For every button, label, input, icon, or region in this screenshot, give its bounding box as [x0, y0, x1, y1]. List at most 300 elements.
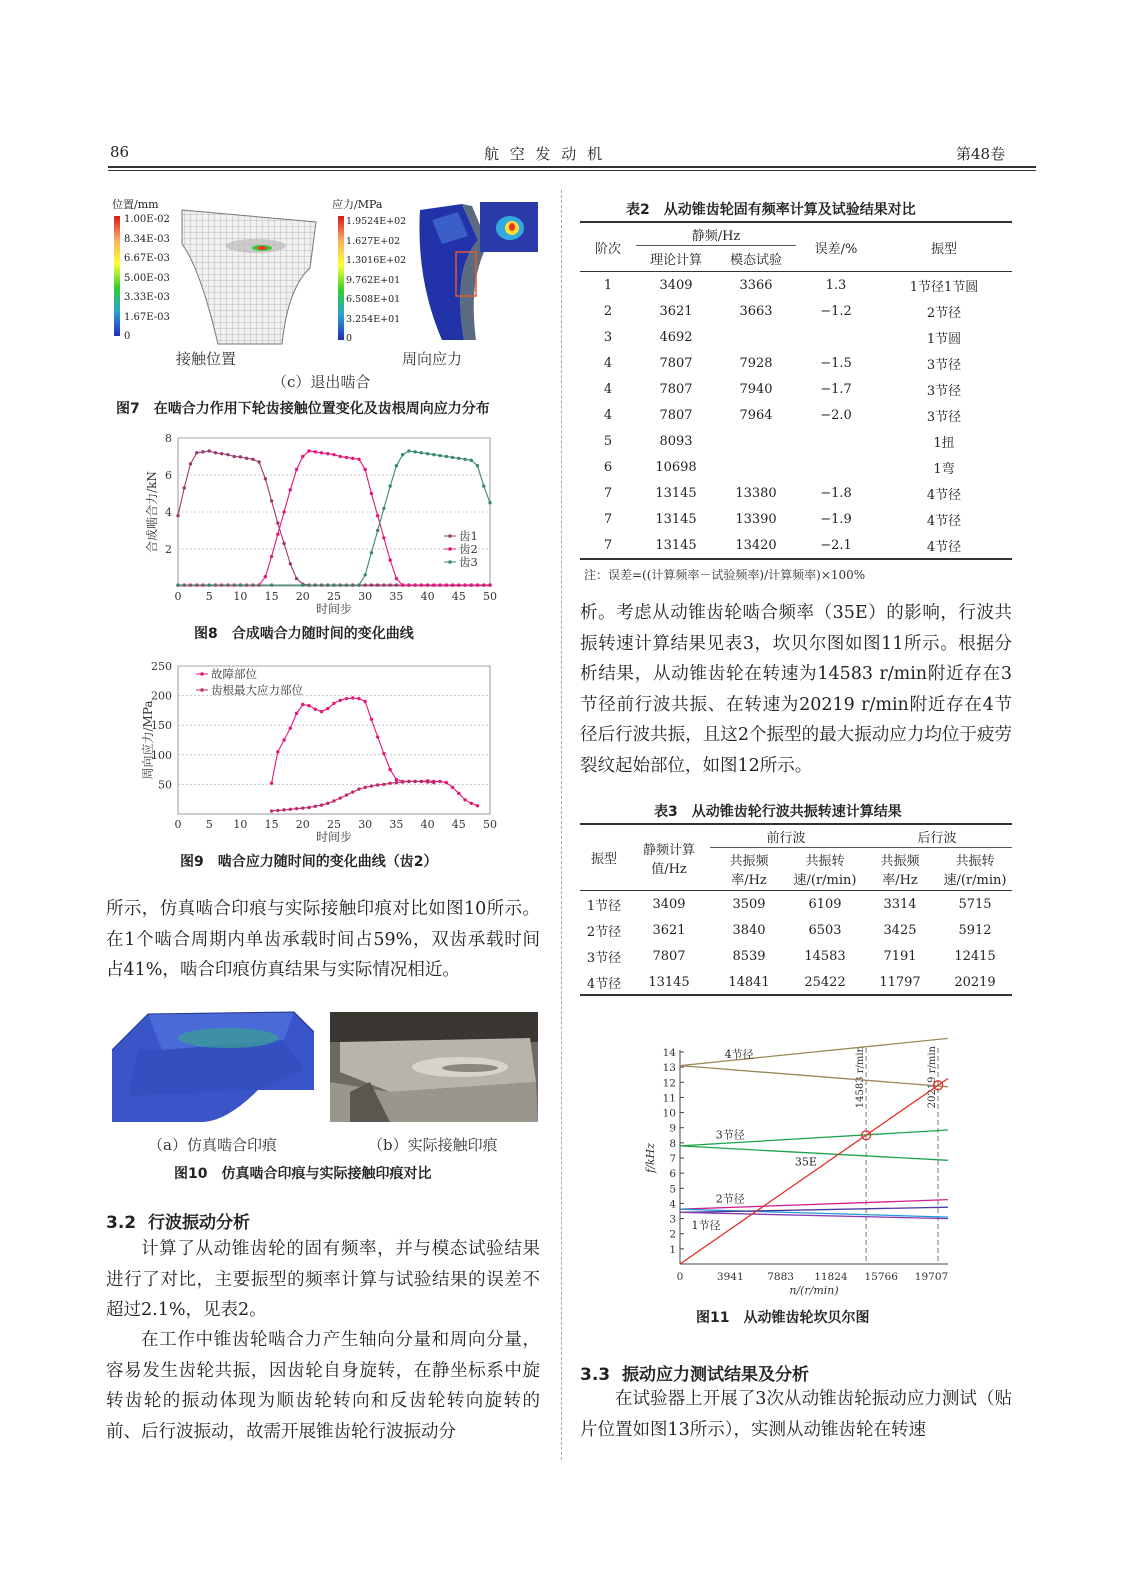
data-point	[407, 449, 410, 452]
table2-row	[580, 350, 1012, 376]
section-3-3-heading	[580, 1360, 809, 1385]
data-point	[382, 752, 385, 755]
data-point	[332, 453, 335, 456]
table3-cell: 3425	[883, 922, 917, 938]
table2-cell: 1扭	[933, 435, 955, 451]
data-point	[364, 573, 367, 576]
data-point	[420, 583, 423, 586]
data-point	[351, 457, 354, 460]
table3-header-forward: 前行波	[710, 825, 862, 848]
data-point	[457, 457, 460, 460]
section-3-2-number: 3.2	[106, 1213, 137, 1233]
table2-row	[580, 480, 1012, 506]
y-tick-label: 150	[151, 719, 172, 733]
data-point	[364, 468, 367, 471]
y-tick-label: 4	[165, 506, 172, 519]
data-point	[401, 780, 404, 783]
x-tick-label: 3941	[716, 1271, 744, 1283]
volume-label: 第48卷	[956, 145, 1006, 163]
y-axis-label: 周向应力/MPa	[141, 700, 155, 780]
table3-cell: 14583	[804, 948, 846, 964]
fig7-contact-mesh-image	[178, 208, 320, 348]
fig7-right-legend-title: 应力/MPa	[332, 198, 383, 211]
data-point	[201, 450, 204, 453]
data-point	[214, 451, 217, 454]
data-point	[407, 583, 410, 586]
table2-cell: 13380	[735, 485, 777, 501]
table3-cell: 12415	[954, 948, 996, 964]
legend-label: 齿3	[459, 555, 478, 569]
data-point	[339, 699, 342, 702]
y-tick-label: 1	[669, 1243, 676, 1256]
data-point	[345, 793, 348, 796]
fig10-simulated-imprint-image	[108, 1010, 318, 1125]
data-point	[351, 696, 354, 699]
y-tick-label: 200	[151, 689, 172, 703]
data-point	[401, 453, 404, 456]
data-point	[388, 782, 391, 785]
table2-cell: 7807	[659, 355, 693, 371]
data-point	[232, 455, 235, 458]
data-point	[295, 712, 298, 715]
data-point	[401, 583, 404, 586]
table3	[580, 825, 1012, 995]
table3-row	[580, 891, 1012, 918]
table2-cell: 10698	[655, 459, 697, 475]
data-point	[370, 784, 373, 787]
data-point	[289, 808, 292, 811]
data-point	[463, 583, 466, 586]
data-point	[388, 583, 391, 586]
x-axis-label: 时间步	[315, 830, 353, 844]
y-tick-label: 5	[669, 1183, 676, 1196]
fig10-actual-imprint-photo	[330, 1012, 538, 1122]
y-tick-label: 3	[669, 1213, 676, 1226]
table2-row	[580, 324, 1012, 350]
data-point	[370, 583, 373, 586]
table2-cell	[716, 324, 796, 350]
x-tick-label: 15766	[864, 1271, 898, 1283]
data-point	[276, 521, 279, 524]
data-point	[301, 703, 304, 706]
data-point	[282, 542, 285, 545]
header-rule-thick	[108, 166, 1036, 168]
table2-row	[580, 428, 1012, 454]
x-tick-label: 35	[389, 590, 404, 603]
data-point	[407, 780, 410, 783]
x-tick-label: 35	[389, 818, 404, 831]
data-point	[295, 577, 298, 580]
data-point	[357, 787, 360, 790]
fig10-subcaption-a: （a）仿真啮合印痕	[148, 1136, 277, 1154]
table2-row	[580, 272, 1012, 299]
data-point	[470, 802, 473, 805]
data-point	[326, 802, 329, 805]
data-point	[320, 803, 323, 806]
data-point	[289, 488, 292, 491]
y-tick-label: 4	[669, 1198, 676, 1211]
legend-marker	[200, 672, 204, 676]
table2-cell: 2节径	[926, 305, 962, 321]
table2-cell: 7	[603, 511, 613, 527]
table2-bottom-rule	[580, 558, 1012, 560]
x-tick-label: 7883	[767, 1271, 794, 1283]
x-tick-label: 0	[174, 590, 182, 603]
table2-cell: 3	[603, 329, 613, 345]
table3-cell: 3314	[883, 896, 917, 912]
page-number: 86	[110, 143, 130, 161]
x-tick-label: 30	[358, 590, 373, 603]
x-tick-label: 50	[483, 590, 497, 603]
table2-header-test: 模态试验	[729, 253, 782, 269]
table2-cell: −1.8	[820, 485, 852, 501]
table3-cell: 11797	[879, 974, 921, 990]
data-point	[295, 468, 298, 471]
table3-header-mode: 振型	[590, 852, 617, 867]
table2-cell: 1.3	[825, 277, 847, 293]
table2-cell: 4节径	[926, 513, 962, 529]
data-point	[351, 790, 354, 793]
table2-cell: 1	[603, 277, 613, 293]
data-point	[326, 707, 329, 710]
y-tick-label: 250	[151, 660, 172, 673]
data-point	[370, 718, 373, 721]
table3-bottom-rule	[580, 994, 1012, 996]
data-point	[395, 781, 398, 784]
data-point	[482, 583, 485, 586]
data-point	[239, 583, 242, 586]
table2-cell: 4节径	[926, 539, 962, 555]
data-point	[376, 514, 379, 517]
x-tick-label: 15	[264, 818, 279, 831]
data-point	[388, 768, 391, 771]
fig10-subcaption-b: （b）实际接触印痕	[368, 1136, 498, 1154]
x-tick-label: 5	[205, 818, 213, 831]
x-tick-label: 10	[233, 590, 248, 603]
data-point	[488, 501, 491, 504]
fig11-caption: 图11 从动锥齿轮坎贝尔图	[696, 1310, 870, 1326]
table2-cell: 7	[603, 537, 613, 553]
data-point	[432, 781, 435, 784]
data-point	[395, 577, 398, 580]
table2-cell	[796, 324, 876, 350]
data-point	[476, 583, 479, 586]
data-point	[239, 455, 242, 458]
fig7-right-legend-values: 1.9524E+02 1.627E+02 1.3016E+02 9.762E+01 6.508E+01 3.254E+01 0	[346, 216, 407, 344]
table3-cell: 3509	[732, 896, 766, 912]
y-tick-label: 2	[669, 1228, 676, 1241]
table3-cell: 3840	[732, 922, 766, 938]
section-3-3-title: 振动应力测试结果及分析	[621, 1365, 809, 1385]
x-tick-label: 40	[420, 818, 435, 831]
campbell-line	[680, 1066, 948, 1087]
fig7-label-contact: 接触位置	[176, 350, 237, 368]
data-point	[376, 583, 379, 586]
fig8-caption: 图8 合成啮合力随时间的变化曲线	[194, 626, 414, 642]
data-point	[476, 464, 479, 467]
x-tick-label: 50	[483, 818, 497, 831]
table2-cell: 7940	[739, 381, 773, 397]
x-axis-label: n/(r/min)	[789, 1284, 839, 1297]
table3-row	[580, 969, 1012, 995]
series-line	[272, 698, 478, 806]
data-point	[276, 533, 279, 536]
data-point	[445, 781, 448, 784]
table2-cell: 13390	[735, 511, 777, 527]
data-point	[332, 799, 335, 802]
data-point	[451, 786, 454, 789]
line-annotation: 35E	[794, 1155, 817, 1169]
data-point	[345, 456, 348, 459]
table2-row	[580, 402, 1012, 428]
table2-cell: 4692	[659, 329, 693, 345]
table3-cell: 3409	[652, 896, 686, 912]
data-point	[208, 449, 211, 452]
y-tick-label: 9	[669, 1122, 676, 1135]
data-point	[470, 459, 473, 462]
data-point	[445, 583, 448, 586]
y-tick-label: 2	[165, 543, 172, 556]
data-point	[438, 454, 441, 457]
y-tick-label: 14	[662, 1047, 676, 1059]
right-paragraph-2: 在试验器上开展了3次从动锥齿轮振动应力测试（贴片位置如图13所示），实测从动锥齿轮在转速	[580, 1389, 1012, 1440]
table3-row	[580, 943, 1012, 969]
data-point	[376, 735, 379, 738]
y-tick-label: 6	[165, 469, 172, 482]
fig7-left-colorbar	[114, 216, 120, 336]
data-point	[226, 453, 229, 456]
left-paragraph-2: 计算了从动锥齿轮的固有频率，并与模态试验结果进行了对比，主要振型的频率计算与试验结果的误差不超过2.1%，见表2。	[106, 1239, 540, 1320]
table2-cell: 6	[603, 459, 613, 475]
x-tick-label: 45	[451, 590, 466, 603]
table2-row	[580, 506, 1012, 532]
section-3-2-heading	[106, 1208, 250, 1233]
data-point	[470, 583, 473, 586]
data-point	[251, 458, 254, 461]
data-point	[395, 583, 398, 586]
resonance-speed-label: 20219 r/min	[927, 1046, 939, 1109]
legend-label: 齿1	[459, 529, 478, 543]
table2-cell: 7807	[659, 381, 693, 397]
data-point	[370, 492, 373, 495]
table2-cell: 1弯	[933, 461, 955, 477]
table2-cell: 3409	[659, 277, 693, 293]
data-point	[426, 780, 429, 783]
table2-cell: 3663	[739, 303, 773, 319]
data-point	[388, 558, 391, 561]
table2-row	[580, 376, 1012, 402]
table2-cell: 3节径	[926, 409, 962, 425]
resonance-speed-label: 14583 r/min	[855, 1046, 867, 1109]
section-3-2-title: 行波振动分析	[147, 1213, 250, 1233]
data-point	[282, 738, 285, 741]
table2-cell: 7964	[739, 407, 773, 423]
x-tick-label: 25	[327, 590, 341, 603]
table2-cell: 13145	[655, 537, 697, 553]
data-point	[307, 806, 310, 809]
x-tick-label: 11824	[814, 1271, 848, 1283]
line-annotation: 1节径	[691, 1219, 721, 1233]
line-annotation: 4节径	[724, 1048, 754, 1062]
fig7-right-colorbar	[338, 216, 344, 340]
campbell-line	[680, 1038, 948, 1065]
fig10-caption: 图10 仿真啮合印痕与实际接触印痕对比	[174, 1166, 432, 1182]
data-point	[339, 796, 342, 799]
legend-marker	[200, 688, 204, 692]
x-tick-label: 45	[451, 818, 466, 831]
journal-title: 航 空 发 动 机	[484, 145, 606, 163]
fig8-chart	[142, 430, 512, 620]
data-point	[388, 484, 391, 487]
data-point	[395, 464, 398, 467]
table2-cell: −1.2	[820, 303, 852, 319]
table2-cell: 7	[603, 485, 613, 501]
table2-header-static: 静频/Hz	[636, 223, 796, 246]
table2-header-order: 阶次	[594, 241, 621, 257]
table2-cell	[716, 428, 796, 454]
table2-title: 表2 从动锥齿轮固有频率计算及试验结果对比	[626, 202, 916, 218]
x-tick-label: 20	[295, 818, 310, 831]
table2-cell: 13145	[655, 511, 697, 527]
table2-cell: 7928	[739, 355, 773, 371]
left-paragraph-1: 所示，仿真啮合印痕与实际接触印痕对比如图10所示。在1个啮合周期内单齿承载时间占59%，双齿承载时间占41%，啮合印痕仿真结果与实际情况相近。	[106, 899, 540, 980]
series-line	[178, 451, 490, 585]
line-annotation: 2节径	[715, 1192, 745, 1206]
table3-cell: 8539	[732, 948, 766, 964]
data-point	[426, 452, 429, 455]
table3-cell: 5715	[958, 896, 992, 912]
data-point	[282, 808, 285, 811]
table3-cell: 1节径	[586, 898, 622, 914]
data-point	[370, 551, 373, 554]
data-point	[326, 452, 329, 455]
y-tick-label: 6	[669, 1168, 676, 1181]
table2-note: 注：误差=((计算频率－试验频率)/计算频率)×100%	[584, 568, 866, 582]
data-point	[364, 786, 367, 789]
data-point	[270, 555, 273, 558]
legend-label: 故障部位	[211, 667, 257, 681]
legend-label: 齿2	[459, 542, 478, 556]
data-point	[357, 583, 360, 586]
data-point	[314, 708, 317, 711]
data-point	[451, 456, 454, 459]
table3-cell: 25422	[804, 974, 846, 990]
data-point	[482, 484, 485, 487]
data-point	[395, 778, 398, 781]
data-point	[413, 450, 416, 453]
fig9-chart	[140, 658, 512, 848]
data-point	[176, 514, 179, 517]
data-point	[270, 499, 273, 502]
y-tick-label: 11	[662, 1092, 676, 1105]
data-point	[420, 451, 423, 454]
data-point	[488, 583, 491, 586]
series-line	[272, 781, 434, 811]
legend-marker	[448, 534, 452, 538]
fig11-campbell-chart	[640, 1012, 960, 1297]
y-axis-label: 合成啮合力/kN	[145, 471, 159, 553]
table3-cell: 7807	[652, 948, 686, 964]
data-point	[476, 804, 479, 807]
data-point	[445, 455, 448, 458]
data-point	[282, 510, 285, 513]
column-divider	[561, 190, 562, 1460]
data-point	[245, 457, 248, 460]
data-point	[183, 486, 186, 489]
data-point	[257, 460, 260, 463]
data-point	[289, 726, 292, 729]
table2-cell: 3节径	[926, 383, 962, 399]
data-point	[357, 697, 360, 700]
data-point	[176, 583, 179, 586]
data-point	[276, 750, 279, 753]
legend-marker	[448, 560, 452, 564]
x-tick-label: 40	[420, 590, 435, 603]
table3-cell: 7191	[883, 948, 917, 964]
x-tick-label: 19707	[914, 1271, 949, 1283]
data-point	[420, 780, 423, 783]
table2-row	[580, 532, 1012, 558]
data-point	[307, 449, 310, 452]
fig7-subcaption: （c）退出啮合	[272, 373, 371, 391]
data-point	[463, 798, 466, 801]
table3-cell: 3节径	[586, 950, 622, 966]
table3-header-static: 静频计算值/Hz	[642, 842, 695, 877]
data-point	[307, 704, 310, 707]
table3-cell: 6503	[808, 922, 842, 938]
table2-cell: 4	[603, 407, 613, 423]
fig7-label-stress: 周向应力	[402, 350, 463, 368]
legend-label: 齿根最大应力部位	[211, 683, 303, 697]
table2-cell: 4	[603, 381, 613, 397]
data-point	[270, 809, 273, 812]
data-point	[264, 477, 267, 480]
table2-cell	[796, 454, 876, 480]
header-rule-thin	[108, 170, 1036, 171]
table2-cell: −1.7	[820, 381, 852, 397]
data-point	[364, 583, 367, 586]
series-line	[178, 451, 490, 585]
data-point	[463, 458, 466, 461]
data-point	[382, 507, 385, 510]
data-point	[382, 536, 385, 539]
y-tick-label: 50	[158, 778, 172, 792]
x-tick-label: 0	[676, 1271, 684, 1283]
x-tick-label: 0	[174, 818, 182, 831]
y-tick-label: 7	[669, 1153, 676, 1165]
table3-cell: 20219	[954, 974, 996, 990]
data-point	[314, 450, 317, 453]
fig7-left-legend-values: 1.00E-02 8.34E-03 6.67E-03 5.00E-03 3.33E-03 1.67E-03 0	[124, 214, 170, 342]
campbell-line	[680, 1079, 948, 1265]
data-point	[332, 702, 335, 705]
data-point	[432, 453, 435, 456]
table3-row	[580, 917, 1012, 943]
table2-cell: 3366	[739, 277, 773, 293]
table3-header-bwd-freq: 共振频率/Hz	[880, 854, 920, 888]
table3-cell: 6109	[808, 896, 842, 912]
table2-cell: 1节圆	[926, 331, 962, 347]
data-point	[413, 583, 416, 586]
table2-row	[580, 454, 1012, 480]
y-tick-label: 100	[151, 748, 172, 762]
table2-cell: 13145	[655, 485, 697, 501]
data-point	[364, 700, 367, 703]
data-point	[413, 780, 416, 783]
table2-cell: −1.9	[820, 511, 852, 527]
data-point	[208, 583, 211, 586]
table3-cell: 5912	[958, 922, 992, 938]
